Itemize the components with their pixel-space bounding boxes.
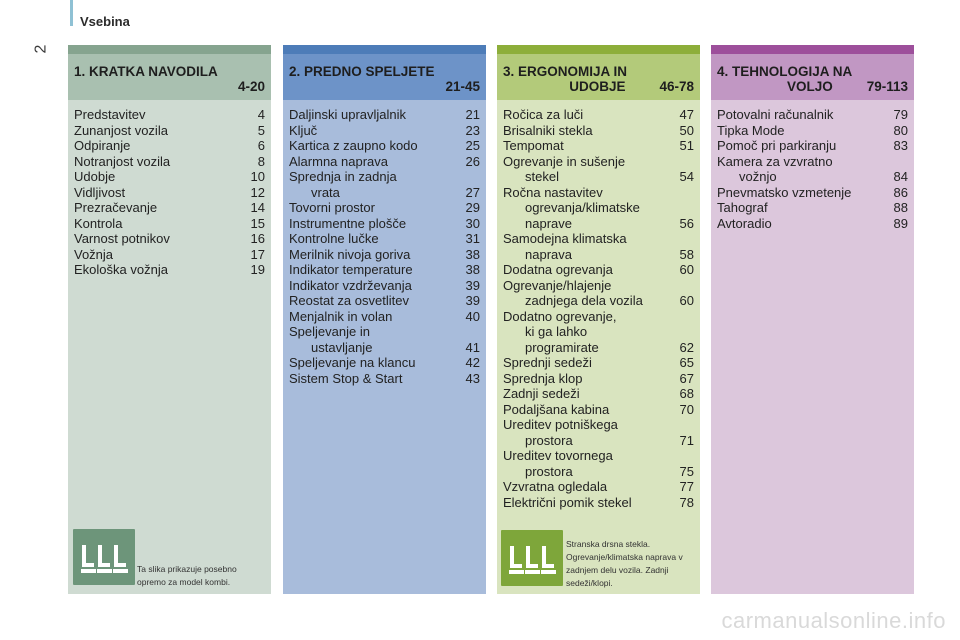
toc-entry[interactable] [717,185,908,201]
heading-title: 2. PREDNO SPELJETE [289,64,435,79]
toc-entry-text: Odpiranje [74,138,131,153]
toc-entry[interactable] [74,154,265,170]
toc-entry[interactable] [503,371,694,387]
toc-entry-page: 6 [257,138,265,153]
toc-entry-text: Kontrola [74,215,123,231]
toc-entry-title [289,324,454,355]
toc-column-predno-speljete [283,45,486,594]
toc-entry-page: 47 [679,107,694,122]
toc-entry-title [503,386,668,402]
toc-entry-page: 39 [465,277,480,293]
toc-entry-text: Zadnji sedeži [503,386,580,401]
column-heading[interactable] [711,54,914,100]
toc-entry-text: Tipka Mode [717,122,785,138]
toc-entry-title [717,138,882,154]
toc-entry-page: 71 [679,432,694,448]
heading-page-range [569,79,694,94]
toc-entry-text: Ročica za luči [503,107,584,122]
seats-pictogram-icon [73,529,135,585]
toc-entry[interactable] [74,247,265,263]
toc-entry-text: Notranjost vozila [74,153,171,169]
toc-entry-title [74,216,239,232]
toc-entry-title [717,216,882,232]
toc-entry-text: Prezračevanje [74,200,158,215]
column-heading[interactable] [497,54,700,100]
toc-entry-text: Dodatno ogrevanje, [503,308,617,324]
heading-title: 4. TEHNOLOGIJA NA [717,64,853,79]
toc-entry-title [74,262,239,278]
toc-entry[interactable] [503,107,694,123]
toc-entry[interactable] [289,216,480,232]
toc-entry-page: 14 [250,200,265,215]
toc-entry-page: 31 [465,231,480,246]
toc-entry[interactable] [289,169,480,200]
toc-entry-text-continued: prostora [525,432,573,448]
toc-entry-text: Speljevanje na klancu [289,355,416,370]
toc-entry-text: Sprednja klop [503,370,583,386]
toc-entry[interactable] [503,495,694,511]
toc-entry-text: Ureditev tovornega [503,448,613,463]
column-heading[interactable] [283,54,486,100]
toc-entry[interactable] [717,154,908,185]
pictogram-note: Ta slika prikazuje posebno opremo za model kombi. [137,564,237,587]
toc-entry-text: Ureditev potniškega [503,417,618,432]
toc-entry-page: 77 [679,479,694,494]
toc-entry-title [503,278,668,309]
toc-entry-title [289,247,454,263]
toc-entry-title [289,293,454,309]
heading-range: 46-78 [659,79,694,94]
toc-entry-page: 15 [250,215,265,231]
toc-entry-text: Ogrevanje in sušenje [503,153,626,169]
toc-entry[interactable] [503,231,694,262]
toc-entry[interactable] [717,138,908,154]
toc-entry-text-continued: programirate [525,339,599,355]
toc-entry[interactable] [74,185,265,201]
toc-entry-page: 17 [250,246,265,262]
toc-entry[interactable] [74,123,265,139]
toc-entry-text: Podaljšana kabina [503,401,610,417]
toc-entry-page: 21 [465,107,480,122]
toc-entry-title [74,185,239,201]
toc-entry-text: Električni pomik stekel [503,494,632,510]
toc-entry[interactable] [289,123,480,139]
toc-entry-title [289,355,454,371]
toc-entry-title [503,417,668,448]
toc-entries [497,100,700,510]
toc-entry-text: Zunanjost vozila [74,122,168,138]
toc-entry[interactable] [503,448,694,479]
toc-entry-title [717,123,882,139]
toc-entry-text: Ključ [289,122,318,138]
toc-entry-page: 67 [679,370,694,386]
toc-entry-title [289,309,454,325]
toc-entry[interactable] [74,216,265,232]
heading-page-range: 4-20 [237,79,265,94]
toc-entry[interactable] [74,231,265,247]
toc-entry-page: 4 [257,107,265,122]
page-number: 2 [32,44,50,54]
toc-entry-title [74,247,239,263]
toc-entry[interactable] [289,355,480,371]
toc-entry-title [717,185,882,201]
toc-entry[interactable] [289,371,480,387]
toc-column-tehnologija-na-voljo [711,45,914,594]
toc-entry-page: 38 [465,246,480,262]
toc-entry-page: 25 [465,138,480,153]
toc-entry-title [74,169,239,185]
toc-entry[interactable] [717,216,908,232]
toc-entry[interactable] [717,200,908,216]
toc-entry-title [289,169,454,200]
toc-entry-title [503,448,668,479]
toc-entry[interactable] [503,402,694,418]
column-top-bar [68,45,271,54]
toc-entry-title [503,154,668,185]
heading-title: 1. KRATKA NAVODILA [74,64,218,79]
toc-entry-text: Potovalni računalnik [717,107,834,122]
toc-entry-text-continued: vrata [311,184,340,200]
toc-entry-page: 86 [893,184,908,200]
toc-entry[interactable] [289,309,480,325]
toc-entry-page: 60 [679,262,694,277]
toc-entry-title [717,154,882,185]
toc-entry-page: 10 [250,169,265,184]
toc-entry-text-continued: ustavljanje [311,339,373,355]
toc-entries [68,100,271,278]
toc-entry-text-continued: naprave [525,215,572,231]
toc-entry-title [74,123,239,139]
toc-entry-title [503,231,668,262]
toc-entry-text: Tovorni prostor [289,200,375,215]
toc-entry-text: Alarmna naprava [289,153,388,169]
toc-entry-page: 39 [465,293,480,308]
toc-entry-page: 40 [465,308,480,324]
toc-entry[interactable] [503,386,694,402]
toc-entry[interactable] [74,107,265,123]
toc-entry-page: 8 [257,153,265,169]
toc-entry-page: 5 [257,122,265,138]
column-top-bar [711,45,914,54]
toc-entry[interactable] [289,200,480,216]
toc-entry-title [289,231,454,247]
toc-entry-page: 42 [465,355,480,370]
toc-entry-page: 65 [679,355,694,370]
toc-entry[interactable] [74,169,265,185]
toc-entry-text: Ogrevanje/hlajenje [503,277,612,293]
heading-title-cont: UDOBJE [569,79,626,94]
toc-entry-page: 43 [465,370,480,386]
toc-entry[interactable] [289,231,480,247]
toc-entry-text: Pnevmatsko vzmetenje [717,184,852,200]
toc-entry-text: Kartica z zaupno kodo [289,138,418,153]
toc-entry-text: Speljevanje in [289,324,370,339]
toc-entry-title [503,479,668,495]
toc-entry-title [503,262,668,278]
toc-entry-title [74,231,239,247]
toc-entry-text: Menjalnik in volan [289,308,393,324]
toc-entry[interactable] [503,262,694,278]
toc-entry[interactable] [503,355,694,371]
toc-entry[interactable] [717,123,908,139]
seats-icon [73,529,135,585]
toc-entry-page: 30 [465,215,480,231]
toc-entry-page: 58 [679,246,694,262]
toc-entry-text: Kamera za vzvratno [717,153,833,169]
toc-entry[interactable] [289,278,480,294]
toc-entry-title [503,123,668,139]
toc-entry-text: Samodejna klimatska [503,231,627,246]
toc-entry[interactable] [74,200,265,216]
toc-entry-page: 19 [250,262,265,277]
toc-entry-title [289,216,454,232]
toc-entry[interactable] [503,138,694,154]
toc-entries [283,100,486,386]
toc-entry-page: 38 [465,262,480,277]
pictogram-note: Stranska drsna stekla. Ogrevanje/klimatska naprava v zadnjem delu vozila. Zadnji sedeži/klopi. [566,539,683,588]
toc-entry-page: 79 [893,107,908,122]
toc-entry-page: 26 [465,153,480,169]
toc-entry-text: Brisalniki stekla [503,122,593,138]
toc-entry[interactable] [503,123,694,139]
toc-entry-text: Ročna nastavitev [503,184,603,200]
toc-entry[interactable] [289,293,480,309]
heading-page-range: 21-45 [445,79,480,94]
toc-entry-text: Instrumentne plošče [289,215,407,231]
toc-entry[interactable] [289,154,480,170]
toc-entry[interactable] [503,278,694,309]
toc-entry[interactable] [503,417,694,448]
toc-entry[interactable] [717,107,908,123]
toc-entry-title [289,371,454,387]
toc-entry[interactable] [503,154,694,185]
toc-entry[interactable] [74,138,265,154]
toc-entry-page: 60 [679,293,694,308]
toc-entry-page: 56 [679,215,694,231]
toc-entry-text-continued: zadnjega dela vozila [525,293,643,308]
seats-pictogram-icon [501,530,563,586]
heading-title-cont: VOLJO [786,79,833,94]
toc-entry-page: 84 [893,169,908,184]
toc-entry-text-continued: stekel [525,169,559,184]
toc-entry-title [74,138,239,154]
toc-entry-page: 62 [679,339,694,355]
column-heading[interactable] [68,54,271,100]
toc-entry-text: Sistem Stop & Start [289,370,403,386]
toc-entry-text-continued: naprava [525,246,572,262]
toc-entry-text: Dodatna ogrevanja [503,262,613,277]
toc-entry-page: 16 [250,231,265,246]
heading-page-range [787,79,908,94]
toc-entry-text: Daljinski upravljalnik [289,107,407,122]
toc-entry-text: Udobje [74,169,116,184]
toc-entry-text: Merilnik nivoja goriva [289,246,411,262]
toc-entry-page: 70 [679,401,694,417]
toc-entry-page: 89 [893,215,908,231]
toc-entry-title [717,200,882,216]
toc-entry-page: 54 [679,169,694,184]
seats-icon [501,530,563,586]
toc-entry-text: Sprednji sedeži [503,355,592,370]
toc-entry-text-continued: prostora [525,463,573,479]
toc-entry-text-continued: vožnjo [739,169,777,184]
header-accent-line [70,0,73,26]
toc-entry-page: 88 [893,200,908,215]
toc-entry-title [74,107,239,123]
toc-entry-page: 41 [465,339,480,355]
toc-entry-title [717,107,882,123]
toc-entry-text: Pomoč pri parkiranju [717,138,837,153]
toc-entry-page: 50 [679,122,694,138]
toc-entry-text: Reostat za osvetlitev [289,293,409,308]
toc-entry-page: 80 [893,122,908,138]
toc-entry-text-continued: ogrevanja/klimatske [525,200,640,215]
toc-entry-text: Vidljivost [74,184,126,200]
toc-entry-page: 23 [465,122,480,138]
toc-entry[interactable] [503,309,694,356]
toc-entry-page: 12 [250,184,265,200]
toc-entry[interactable] [289,324,480,355]
toc-entry[interactable] [289,138,480,154]
toc-entry-title [503,138,668,154]
toc-entry-text: Avtoradio [717,215,772,231]
toc-entry-title [503,185,668,232]
toc-entry-text: Tempomat [503,138,564,153]
column-top-bar [497,45,700,54]
toc-entry-text: Vožnja [74,246,114,262]
toc-entry-title [503,107,668,123]
toc-entry-text: Vzvratna ogledala [503,479,608,494]
toc-entry-title [289,154,454,170]
toc-entry-text: Sprednja in zadnja [289,169,397,184]
toc-entry-text: Varnost potnikov [74,231,170,246]
toc-entry-page: 51 [679,138,694,153]
toc-entry[interactable] [289,107,480,123]
toc-entry[interactable] [503,185,694,232]
toc-entry-title [503,355,668,371]
toc-entry[interactable] [289,247,480,263]
toc-entry-title [503,371,668,387]
toc-entry-title [503,402,668,418]
toc-entry-title [503,495,668,511]
toc-column-kratka-navodila [68,45,271,594]
toc-entry-title [289,123,454,139]
toc-entry-page: 68 [679,386,694,401]
toc-entry-title [289,278,454,294]
watermark: carmanualsonline.info [721,608,946,633]
toc-entry-text: Predstavitev [74,107,146,122]
toc-entry-page: 27 [465,184,480,200]
heading-range: 79-113 [866,79,908,94]
toc-entry-title [74,154,239,170]
toc-entry-title [289,262,454,278]
toc-entry-text: Indikator vzdrževanja [289,277,412,293]
toc-entry-title [289,138,454,154]
toc-entry[interactable] [289,262,480,278]
toc-entries [711,100,914,231]
toc-entry-title [289,200,454,216]
section-title: Vsebina [80,14,130,29]
toc-entry-page: 78 [679,494,694,510]
toc-entry-title [74,200,239,216]
toc-entry-page: 75 [679,463,694,479]
toc-entry[interactable] [503,479,694,495]
toc-entry-title [503,309,668,356]
toc-entry-text-continued: ki ga lahko [525,324,588,339]
toc-entry-text: Indikator temperature [289,262,413,277]
toc-entry[interactable] [74,262,265,278]
toc-entry-text: Tahograf [717,200,768,215]
toc-entry-text: Kontrolne lučke [289,231,379,246]
toc-entry-page: 83 [893,138,908,153]
toc-entry-text: Ekološka vožnja [74,262,168,277]
toc-entry-title [289,107,454,123]
column-top-bar [283,45,486,54]
toc-column-ergonomija-in-udobje [497,45,700,594]
toc-entry-page: 29 [465,200,480,215]
heading-title: 3. ERGONOMIJA IN [503,64,628,79]
